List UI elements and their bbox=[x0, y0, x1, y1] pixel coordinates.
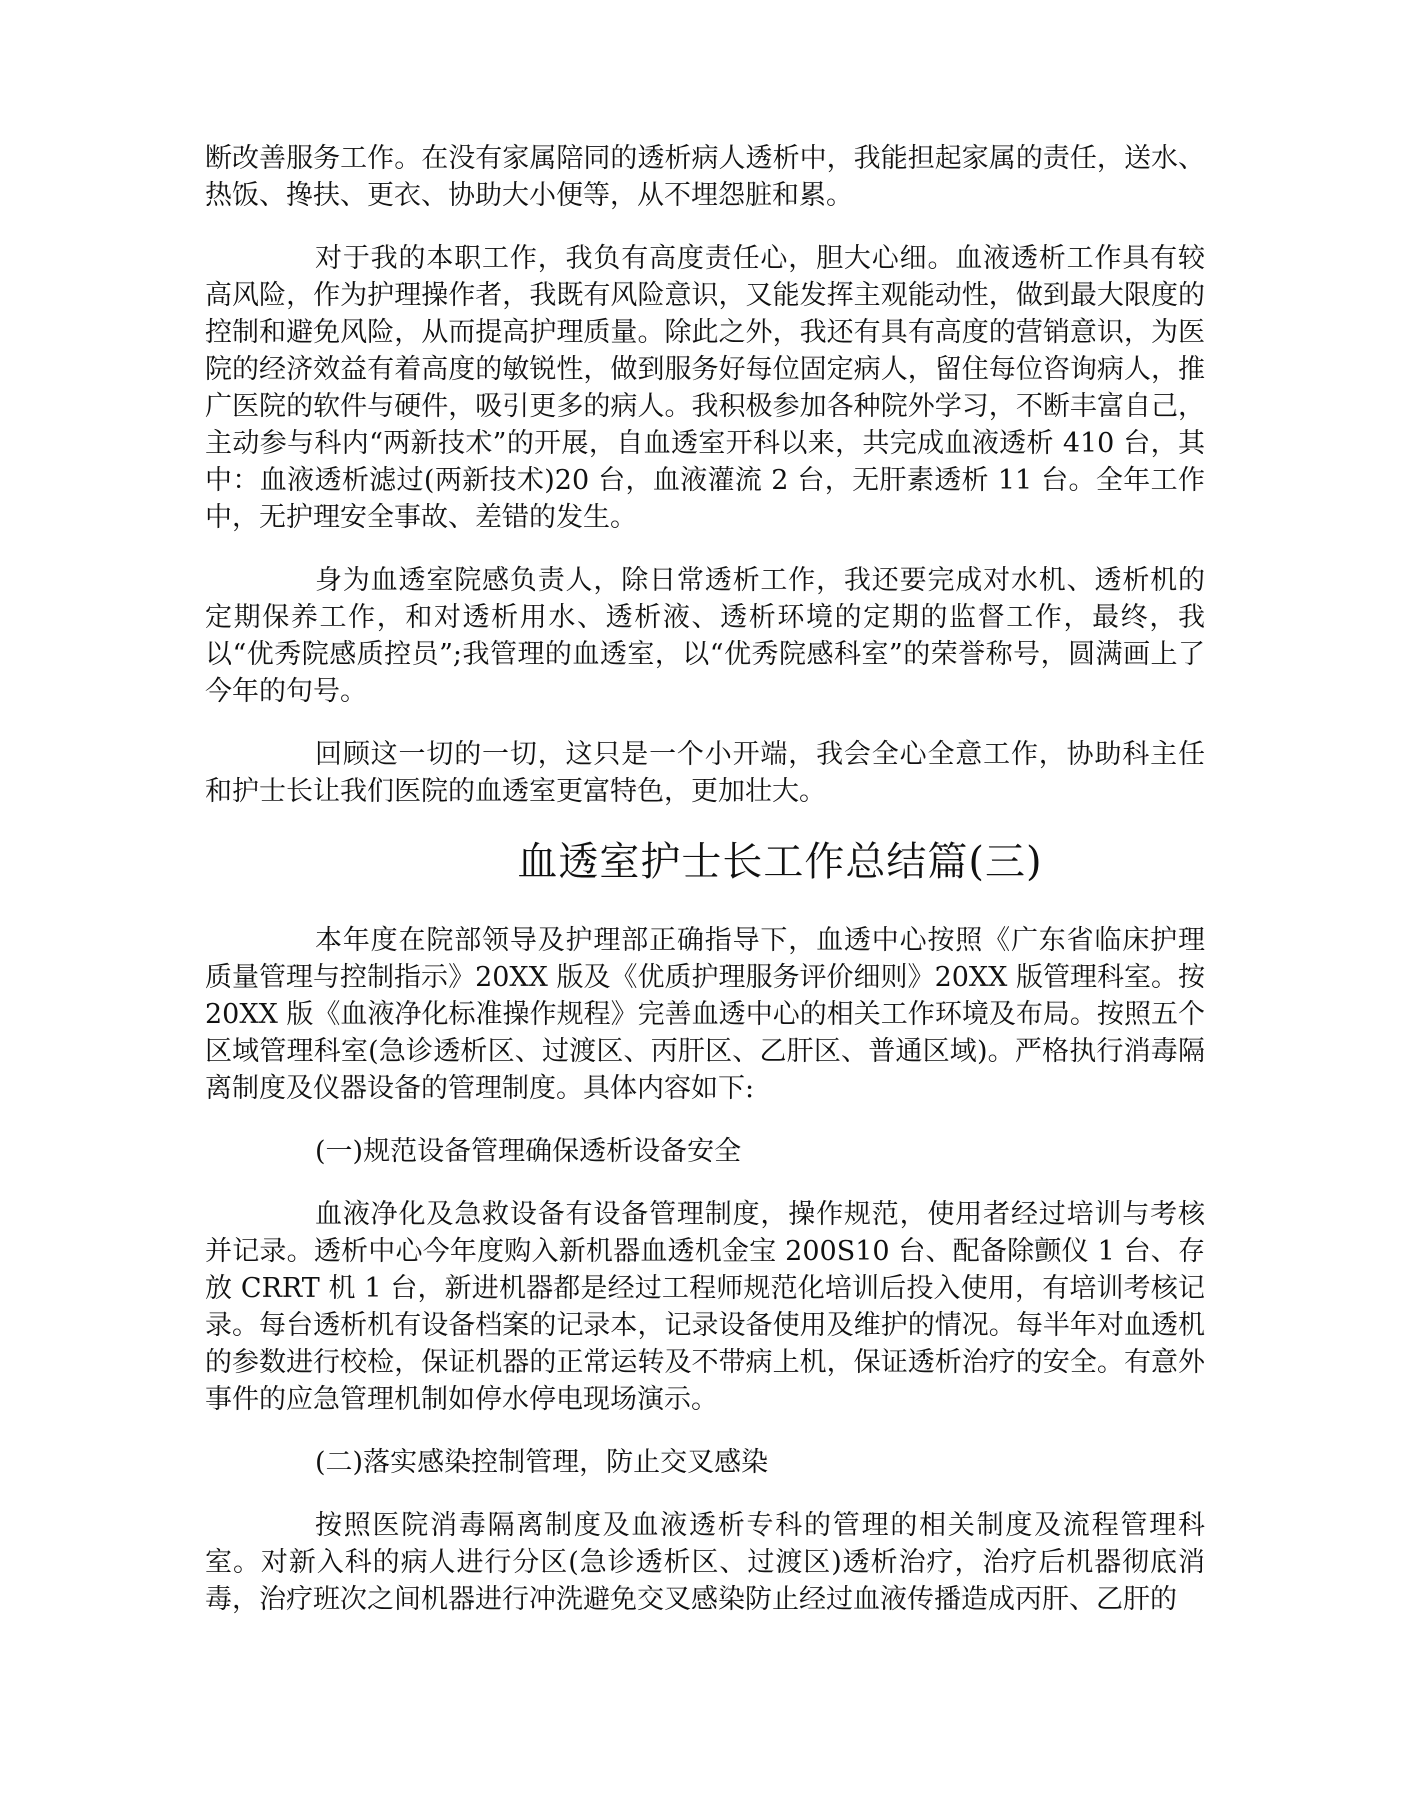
section-title: 血透室护士长工作总结篇(三) bbox=[517, 839, 1043, 885]
paragraph-equipment: 血液净化及急救设备有设备管理制度，操作规范，使用者经过培训与考核并记录。透析中心今年度购入新机器血透机金宝 200S10 台、配备除颤仪 1 台、存放 CRRT 机 1 台，新进机器都是经过工程师规范化培训后投入使用，有培训考核记录。每台透析机有设备档案的记录本，记录设备使用及维护的情况。每半年对血透机的参数进行校检，保证机器的正常运转及不带病上机，保证透析治疗的安全。有意外事件的应急管理机制如停水停电现场演示。 bbox=[205, 1199, 1205, 1415]
paragraph-review: 回顾这一切的一切，这只是一个小开端，我会全心全意工作，协助科主任和护士长让我们医院的血透室更富特色，更加壮大。 bbox=[205, 739, 1205, 807]
subheading-equipment: (一)规范设备管理确保透析设备安全 bbox=[315, 1136, 742, 1167]
paragraph-intro: 本年度在院部领导及护理部正确指导下，血透中心按照《广东省临床护理质量管理与控制指示》20XX 版及《优质护理服务评价细则》20XX 版管理科室。按 20XX 版《血液净化标准操作规程》完善血透中心的相关工作环境及布局。按照五个区域管理科室(急诊透析区、过渡区、丙肝区、乙肝区、普通区域)。严格执行消毒隔离制度及仪器设备的管理制度。具体内容如下: bbox=[205, 925, 1205, 1104]
paragraph-infection-control: 身为血透室院感负责人，除日常透析工作，我还要完成对水机、透析机的定期保养工作，和对透析用水、透析液、透析环境的定期的监督工作，最终，我以“优秀院感质控员”;我管理的血透室，以“优秀院感科室”的荣誉称号，圆满画上了今年的句号。 bbox=[205, 565, 1205, 707]
paragraph-duty: 对于我的本职工作，我负有高度责任心，胆大心细。血液透析工作具有较高风险，作为护理操作者，我既有风险意识，又能发挥主观能动性，做到最大限度的控制和避免风险，从而提高护理质量。除此之外，我还有具有高度的营销意识，为医院的经济效益有着高度的敏锐性，做到服务好每位固定病人，留住每位咨询病人，推广医院的软件与硬件，吸引更多的病人。我积极参加各种院外学习，不断丰富自己，主动参与科内“两新技术”的开展，自血透室开科以来，共完成血液透析 410 台，其中：血液透析滤过(两新技术)20 台，血液灌流 2 台，无肝素透析 11 台。全年工作中，无护理安全事故、差错的发生。 bbox=[205, 243, 1205, 533]
paragraph-continued: 断改善服务工作。在没有家属陪同的透析病人透析中，我能担起家属的责任，送水、热饭、搀扶、更衣、协助大小便等，从不埋怨脏和累。 bbox=[205, 143, 1205, 211]
document-page bbox=[205, 140, 1205, 1644]
subheading-infection: (二)落实感染控制管理，防止交叉感染 bbox=[315, 1447, 769, 1478]
paragraph-infection: 按照医院消毒隔离制度及血液透析专科的管理的相关制度及流程管理科室。对新入科的病人进行分区(急诊透析区、过渡区)透析治疗，治疗后机器彻底消毒，治疗班次之间机器进行冲洗避免交叉感染防止经过血液传播造成丙肝、乙肝的 bbox=[205, 1510, 1205, 1615]
